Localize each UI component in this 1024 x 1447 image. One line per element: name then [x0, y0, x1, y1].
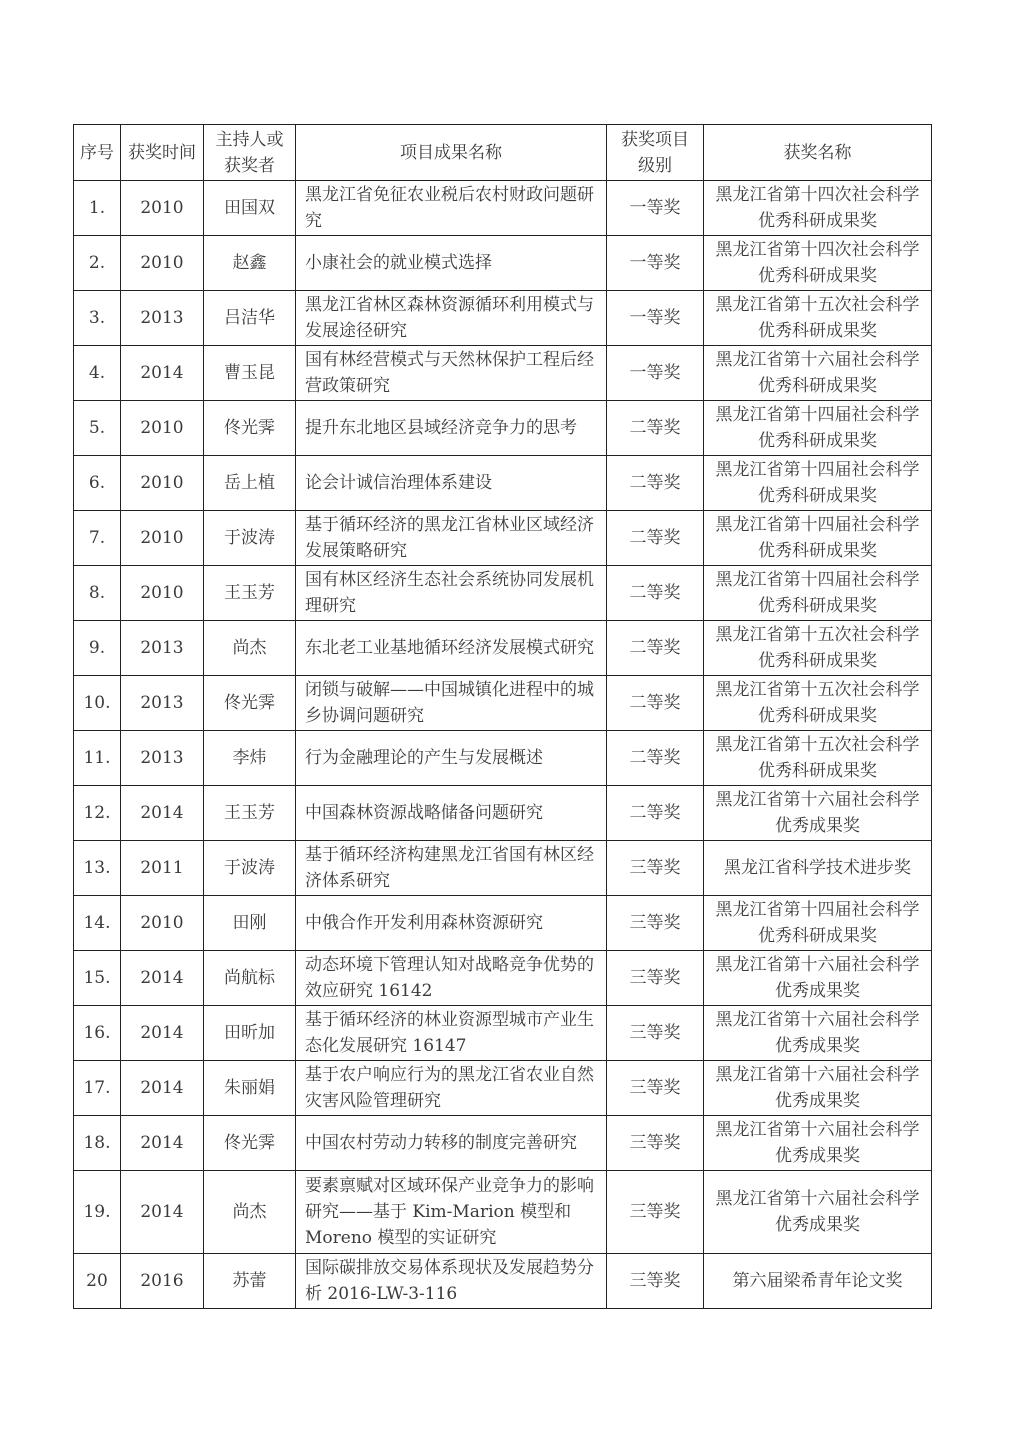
cell-level: 一等奖	[607, 291, 704, 346]
cell-level: 三等奖	[607, 1171, 704, 1254]
cell-year: 2010	[121, 896, 204, 951]
cell-host: 田国双	[204, 181, 296, 236]
cell-level: 三等奖	[607, 841, 704, 896]
cell-host: 岳上植	[204, 456, 296, 511]
table-row	[74, 1116, 932, 1171]
cell-award: 黑龙江省第十六届社会科学优秀成果奖	[704, 1061, 932, 1116]
cell-no: 8.	[74, 566, 121, 621]
cell-host: 尚杰	[204, 1171, 296, 1254]
cell-no: 1.	[74, 181, 121, 236]
cell-level: 二等奖	[607, 401, 704, 456]
cell-name: 闭锁与破解——中国城镇化进程中的城乡协调问题研究	[296, 676, 607, 731]
cell-level: 三等奖	[607, 1116, 704, 1171]
cell-name: 中国森林资源战略储备问题研究	[296, 786, 607, 841]
cell-host: 李炜	[204, 731, 296, 786]
cell-year: 2014	[121, 1006, 204, 1061]
cell-no: 9.	[74, 621, 121, 676]
cell-award: 黑龙江省第十六届社会科学优秀成果奖	[704, 786, 932, 841]
cell-year: 2011	[121, 841, 204, 896]
table-row	[74, 676, 932, 731]
cell-name: 国有林区经济生态社会系统协同发展机理研究	[296, 566, 607, 621]
cell-no: 16.	[74, 1006, 121, 1061]
cell-award: 黑龙江省第十六届社会科学优秀成果奖	[704, 1116, 932, 1171]
cell-level: 一等奖	[607, 346, 704, 401]
cell-name: 提升东北地区县域经济竞争力的思考	[296, 401, 607, 456]
table-row	[74, 566, 932, 621]
cell-level: 一等奖	[607, 181, 704, 236]
cell-award: 黑龙江省第十四届社会科学优秀科研成果奖	[704, 401, 932, 456]
cell-level: 二等奖	[607, 566, 704, 621]
cell-year: 2010	[121, 511, 204, 566]
cell-no: 10.	[74, 676, 121, 731]
cell-no: 14.	[74, 896, 121, 951]
cell-award: 黑龙江省第十五次社会科学优秀科研成果奖	[704, 621, 932, 676]
table-row	[74, 401, 932, 456]
cell-host: 朱丽娟	[204, 1061, 296, 1116]
cell-host: 田刚	[204, 896, 296, 951]
table-row	[74, 456, 932, 511]
cell-level: 二等奖	[607, 731, 704, 786]
cell-award: 黑龙江省第十四次社会科学优秀科研成果奖	[704, 236, 932, 291]
cell-no: 20	[74, 1254, 121, 1309]
header-level: 获奖项目级别	[607, 125, 704, 181]
cell-level: 三等奖	[607, 951, 704, 1006]
table-row	[74, 346, 932, 401]
cell-level: 二等奖	[607, 676, 704, 731]
cell-no: 11.	[74, 731, 121, 786]
cell-award: 黑龙江省科学技术进步奖	[704, 841, 932, 896]
cell-year: 2010	[121, 181, 204, 236]
cell-host: 于波涛	[204, 841, 296, 896]
table-row	[74, 1061, 932, 1116]
table-row	[74, 621, 932, 676]
table-row	[74, 786, 932, 841]
cell-host: 赵鑫	[204, 236, 296, 291]
cell-name: 行为金融理论的产生与发展概述	[296, 731, 607, 786]
cell-host: 吕洁华	[204, 291, 296, 346]
cell-level: 三等奖	[607, 1006, 704, 1061]
cell-no: 18.	[74, 1116, 121, 1171]
cell-name: 动态环境下管理认知对战略竞争优势的效应研究 16142	[296, 951, 607, 1006]
cell-award: 黑龙江省第十五次社会科学优秀科研成果奖	[704, 676, 932, 731]
cell-host: 于波涛	[204, 511, 296, 566]
cell-host: 王玉芳	[204, 566, 296, 621]
table-row	[74, 236, 932, 291]
cell-no: 2.	[74, 236, 121, 291]
header-award: 获奖名称	[704, 125, 932, 181]
cell-year: 2014	[121, 346, 204, 401]
header-row	[74, 125, 932, 181]
cell-host: 佟光霁	[204, 676, 296, 731]
header-year: 获奖时间	[121, 125, 204, 181]
cell-name: 黑龙江省林区森林资源循环利用模式与发展途径研究	[296, 291, 607, 346]
cell-no: 5.	[74, 401, 121, 456]
cell-year: 2013	[121, 731, 204, 786]
cell-level: 一等奖	[607, 236, 704, 291]
cell-host: 佟光霁	[204, 401, 296, 456]
cell-name: 中国农村劳动力转移的制度完善研究	[296, 1116, 607, 1171]
cell-name: 基于循环经济构建黑龙江省国有林区经济体系研究	[296, 841, 607, 896]
cell-year: 2014	[121, 786, 204, 841]
cell-no: 4.	[74, 346, 121, 401]
cell-award: 黑龙江省第十四次社会科学优秀科研成果奖	[704, 181, 932, 236]
cell-host: 田昕加	[204, 1006, 296, 1061]
cell-name: 国有林经营模式与天然林保护工程后经营政策研究	[296, 346, 607, 401]
cell-no: 12.	[74, 786, 121, 841]
cell-level: 二等奖	[607, 786, 704, 841]
cell-name: 要素禀赋对区域环保产业竞争力的影响研究——基于 Kim-Marion 模型和 Moreno 模型的实证研究	[296, 1171, 607, 1254]
cell-level: 二等奖	[607, 511, 704, 566]
cell-no: 17.	[74, 1061, 121, 1116]
table-row	[74, 731, 932, 786]
cell-award: 黑龙江省第十六届社会科学优秀成果奖	[704, 1006, 932, 1061]
cell-year: 2010	[121, 236, 204, 291]
cell-host: 尚杰	[204, 621, 296, 676]
cell-no: 15.	[74, 951, 121, 1006]
table-row	[74, 951, 932, 1006]
cell-award: 黑龙江省第十四届社会科学优秀科研成果奖	[704, 566, 932, 621]
cell-award: 黑龙江省第十六届社会科学优秀成果奖	[704, 951, 932, 1006]
cell-award: 黑龙江省第十四届社会科学优秀科研成果奖	[704, 511, 932, 566]
cell-year: 2014	[121, 1061, 204, 1116]
table-row	[74, 896, 932, 951]
cell-year: 2010	[121, 401, 204, 456]
header-no: 序号	[74, 125, 121, 181]
cell-no: 3.	[74, 291, 121, 346]
cell-no: 19.	[74, 1171, 121, 1254]
cell-year: 2013	[121, 291, 204, 346]
cell-award: 第六届梁希青年论文奖	[704, 1254, 932, 1309]
cell-year: 2014	[121, 1171, 204, 1254]
cell-year: 2014	[121, 1116, 204, 1171]
table-row	[74, 1254, 932, 1309]
cell-year: 2010	[121, 456, 204, 511]
cell-name: 论会计诚信治理体系建设	[296, 456, 607, 511]
awards-table	[73, 124, 932, 1309]
header-host: 主持人或获奖者	[204, 125, 296, 181]
cell-no: 13.	[74, 841, 121, 896]
table-row	[74, 1006, 932, 1061]
cell-name: 国际碳排放交易体系现状及发展趋势分析 2016-LW-3-116	[296, 1254, 607, 1309]
cell-host: 尚航标	[204, 951, 296, 1006]
table-row	[74, 511, 932, 566]
cell-level: 三等奖	[607, 1254, 704, 1309]
cell-award: 黑龙江省第十四届社会科学优秀科研成果奖	[704, 896, 932, 951]
cell-level: 二等奖	[607, 621, 704, 676]
cell-host: 曹玉昆	[204, 346, 296, 401]
cell-year: 2010	[121, 566, 204, 621]
cell-level: 三等奖	[607, 1061, 704, 1116]
cell-name: 东北老工业基地循环经济发展模式研究	[296, 621, 607, 676]
header-name: 项目成果名称	[296, 125, 607, 181]
cell-name: 基于循环经济的黑龙江省林业区域经济发展策略研究	[296, 511, 607, 566]
cell-no: 7.	[74, 511, 121, 566]
cell-name: 基于农户响应行为的黑龙江省农业自然灾害风险管理研究	[296, 1061, 607, 1116]
cell-name: 小康社会的就业模式选择	[296, 236, 607, 291]
cell-level: 三等奖	[607, 896, 704, 951]
cell-name: 基于循环经济的林业资源型城市产业生态化发展研究 16147	[296, 1006, 607, 1061]
table-row	[74, 291, 932, 346]
cell-year: 2013	[121, 676, 204, 731]
cell-no: 6.	[74, 456, 121, 511]
cell-host: 王玉芳	[204, 786, 296, 841]
table-row	[74, 1171, 932, 1254]
cell-award: 黑龙江省第十六届社会科学优秀成果奖	[704, 1171, 932, 1254]
cell-host: 佟光霁	[204, 1116, 296, 1171]
cell-level: 二等奖	[607, 456, 704, 511]
table-row	[74, 841, 932, 896]
cell-award: 黑龙江省第十五次社会科学优秀科研成果奖	[704, 291, 932, 346]
cell-award: 黑龙江省第十五次社会科学优秀科研成果奖	[704, 731, 932, 786]
cell-year: 2016	[121, 1254, 204, 1309]
cell-name: 中俄合作开发利用森林资源研究	[296, 896, 607, 951]
cell-award: 黑龙江省第十六届社会科学优秀科研成果奖	[704, 346, 932, 401]
cell-year: 2014	[121, 951, 204, 1006]
cell-host: 苏蕾	[204, 1254, 296, 1309]
cell-year: 2013	[121, 621, 204, 676]
cell-award: 黑龙江省第十四届社会科学优秀科研成果奖	[704, 456, 932, 511]
cell-name: 黑龙江省免征农业税后农村财政问题研究	[296, 181, 607, 236]
table-row	[74, 181, 932, 236]
